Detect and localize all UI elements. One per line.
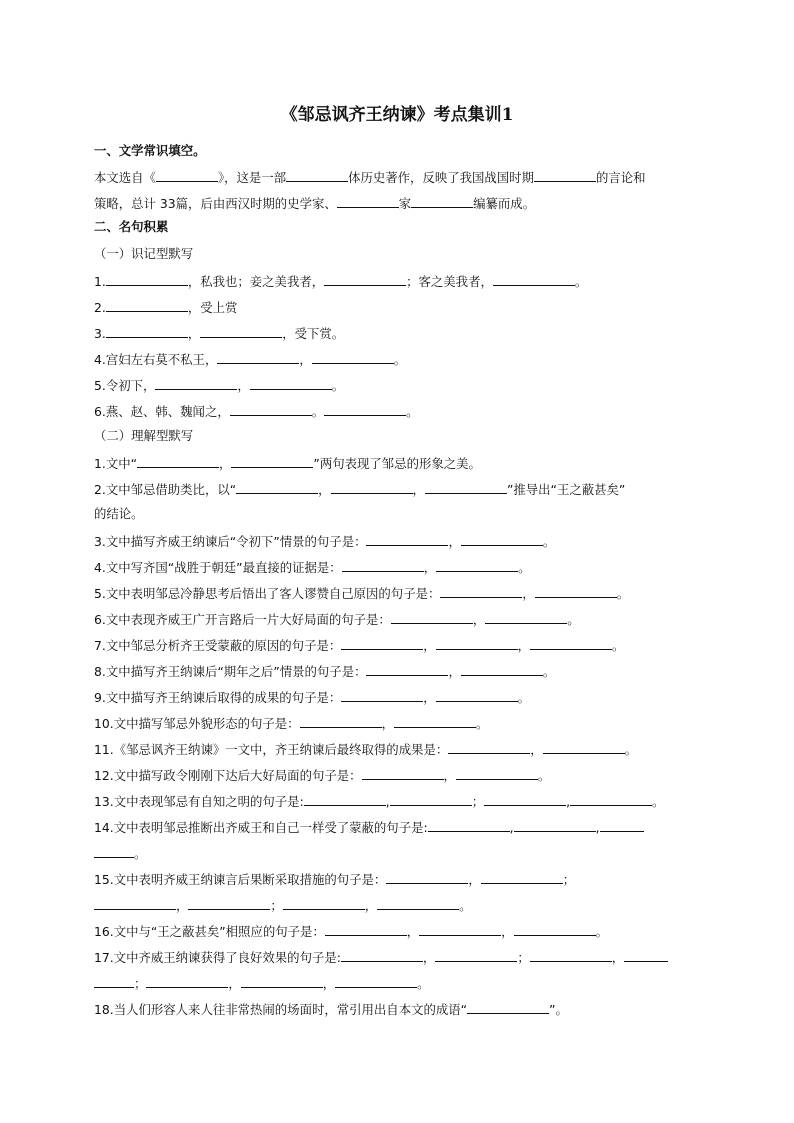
answer-blank[interactable] [570,791,652,806]
answer-blank[interactable] [231,453,313,468]
line-text: ， [381,716,394,731]
line-text: , [566,794,571,809]
line-text: 1.文中“ [94,456,138,471]
worksheet-line [94,193,535,213]
answer-blank[interactable] [341,947,423,962]
worksheet-line [94,401,419,421]
line-text: 体历史著作，反映了我国战国时期 [348,170,534,185]
answer-blank[interactable] [146,973,228,988]
worksheet-line [94,375,344,395]
answer-blank[interactable] [436,635,518,650]
line-text: 。 [542,534,556,549]
line-text: ； [471,794,485,809]
worksheet-line [94,843,146,863]
answer-blank[interactable] [461,531,543,546]
line-text: 14.文中表明邹忌推断出齐威王和自己一样受了蒙蔽的句子是: [94,820,428,835]
answer-blank[interactable] [435,947,517,962]
answer-blank[interactable] [156,167,218,182]
line-text: ， [176,898,189,913]
worksheet-line [94,531,555,551]
line-text: ； [562,872,576,887]
line-text: 5.令初下， [94,378,156,393]
answer-blank[interactable] [461,661,543,676]
line-text: ， [423,560,437,575]
line-text: ；客之美我者， [406,274,493,289]
line-text: 。 [624,742,638,757]
line-text: 4.宫妇左右莫不私王， [94,352,218,367]
answer-blank[interactable] [366,531,448,546]
line-text: ， [423,638,436,653]
line-text: 13.文中表现邹忌有自知之明的句子是: [94,794,304,809]
line-text: ， [364,898,378,913]
answer-blank[interactable] [106,297,188,312]
worksheet-line [94,817,644,837]
line-text: （二）理解型默写 [94,428,194,443]
answer-blank[interactable] [624,947,668,962]
answer-blank[interactable] [530,947,612,962]
line-text: 。 [652,794,665,809]
line-text: ， [611,950,625,965]
answer-blank[interactable] [155,375,237,390]
answer-blank[interactable] [331,479,413,494]
line-text: ， [412,482,425,497]
line-text: , [595,820,600,835]
worksheet-line [94,921,608,941]
answer-blank[interactable] [324,271,406,286]
answer-blank[interactable] [530,635,612,650]
line-text: 3. [94,326,106,341]
line-text: 本文选自《 [94,170,156,185]
worksheet-line [94,635,624,655]
worksheet-line [94,167,646,187]
line-text: ， [522,586,535,601]
answer-blank[interactable] [188,895,270,910]
answer-blank[interactable] [485,609,567,624]
line-text: ， [468,872,481,887]
line-text: , [509,820,514,835]
line-text: , [385,794,390,809]
answer-blank[interactable] [341,687,423,702]
answer-blank[interactable] [514,921,596,936]
worksheet-line [94,687,530,707]
answer-blank[interactable] [241,973,323,988]
line-text: ，受上赏 [187,300,238,315]
worksheet-line [94,583,629,603]
line-text: ， [501,924,514,939]
answer-blank[interactable] [456,765,538,780]
line-text: 6.文中表现齐威王广开言路后一片大好局面的句子是： [94,612,391,627]
line-text: 8.文中描写齐王纳谏后“期年之后”情景的句子是： [94,664,367,679]
answer-blank[interactable] [230,401,312,416]
answer-blank[interactable] [137,453,219,468]
line-text: 。 [459,898,472,913]
line-text: 家 [398,196,412,211]
line-text: 编纂而成。 [473,196,536,211]
worksheet-title: 《邹忌讽齐王纳谏》考点集训1 [280,105,514,125]
line-text: 。 [542,664,556,679]
line-text: 5.文中表明邹忌冷静思考后悟出了客人谬赞自己原因的句子是： [94,586,441,601]
line-text: 。 [567,612,580,627]
answer-blank[interactable] [391,609,473,624]
answer-blank[interactable] [377,895,459,910]
line-text: 策略，总计 33篇，后由西汉时期的史学家、 [94,196,337,211]
answer-blank[interactable] [236,479,318,494]
answer-blank[interactable] [200,323,282,338]
answer-blank[interactable] [366,661,448,676]
answer-blank[interactable] [304,791,386,806]
line-text: 11.《邹忌讽齐王纳谏》一文中，齐王纳谏后最终取得的成果是： [94,742,449,757]
line-text: 6.燕、赵、韩、魏闻之， [94,404,230,419]
worksheet-line [94,661,555,681]
answer-blank[interactable] [484,791,566,806]
line-text: ， [299,352,312,367]
worksheet-line [94,947,668,967]
line-text: ； [134,976,147,991]
line-text: （一）识记型默写 [94,246,194,261]
answer-blank[interactable] [481,869,563,884]
worksheet-line [94,739,637,759]
line-text: 。 [311,404,325,419]
answer-blank[interactable] [534,167,596,182]
line-text: 。 [393,352,407,367]
line-text: ， [448,534,461,549]
line-text: 2.文中邹忌借助类比，以“ [94,482,237,497]
answer-blank[interactable] [106,323,188,338]
worksheet-line [94,453,481,473]
line-text: ， [517,638,531,653]
answer-blank[interactable] [411,193,473,208]
line-text: ”两句表现了邹忌的形象之美。 [313,456,481,471]
line-text: ； [270,898,283,913]
worksheet-line [94,999,568,1019]
worksheet-line [94,218,168,236]
line-text: ”。 [549,1002,568,1017]
line-text: 一、文学常识填空。 [94,143,206,158]
line-text: ， [228,976,241,991]
answer-blank[interactable] [390,791,472,806]
worksheet-line [94,765,550,785]
line-text: ， [237,378,250,393]
answer-blank[interactable] [394,713,476,728]
answer-blank[interactable] [600,817,644,832]
worksheet-line [94,297,237,317]
worksheet-line [94,245,193,263]
line-text: 。 [595,924,608,939]
line-text: 7.文中邹忌分析齐王受蒙蔽的原因的句子是： [94,638,342,653]
answer-blank[interactable] [543,739,625,754]
answer-blank[interactable] [283,895,365,910]
answer-blank[interactable] [467,999,549,1014]
worksheet-line [94,713,488,733]
line-text: ，私我也；妾之美我者， [187,274,325,289]
line-text: ， [406,924,420,939]
line-text: 。 [616,586,630,601]
line-text: ， [472,612,486,627]
answer-blank[interactable] [94,973,134,988]
worksheet-line [94,973,430,993]
line-text: 15.文中表明齐威王纳谏言后果断采取措施的句子是： [94,872,387,887]
line-text: ， [530,742,543,757]
answer-blank[interactable] [106,271,188,286]
line-text: ， [187,326,201,341]
answer-blank[interactable] [386,869,468,884]
line-text: 17.文中齐威王纳谏获得了良好效果的句子是: [94,950,341,965]
answer-blank[interactable] [94,843,134,858]
line-text: 。 [331,378,345,393]
worksheet-line [94,869,575,889]
answer-blank[interactable] [342,557,424,572]
line-text: ， [443,768,456,783]
worksheet-line [94,271,587,291]
worksheet-line [94,557,530,577]
line-text: 的言论和 [595,170,646,185]
line-text: ， [318,482,331,497]
line-text: 。 [134,846,147,861]
line-text: ，受下赏。 [282,326,345,341]
line-text: 的结论。 [94,506,144,521]
answer-blank[interactable] [436,557,518,572]
worksheet-line [94,349,406,369]
answer-blank[interactable] [217,349,299,364]
line-text: 。 [518,560,531,575]
line-text: 1. [94,274,106,289]
line-text: ， [219,456,232,471]
answer-blank[interactable] [436,687,518,702]
line-text: ， [322,976,336,991]
line-text: ， [422,950,436,965]
line-text: 。 [537,768,551,783]
worksheet-line [94,791,664,811]
answer-blank[interactable] [324,401,406,416]
answer-blank[interactable] [94,895,176,910]
answer-blank[interactable] [337,193,399,208]
line-text: 3.文中描写齐威王纳谏后“令初下”情景的句子是： [94,534,367,549]
answer-blank[interactable] [535,583,617,598]
answer-blank[interactable] [493,271,575,286]
line-text: ， [448,664,461,679]
line-text: 》，这是一部 [217,170,287,185]
line-text: 。 [475,716,489,731]
answer-blank[interactable] [362,765,444,780]
worksheet-line [94,895,472,915]
worksheet-line [94,323,344,343]
line-text: 16.文中与“王之蔽甚矣”相照应的句子是： [94,924,325,939]
line-text: 18.当人们形容人来人往非常热闹的场面时，常引用出自本文的成语“ [94,1002,468,1017]
line-text: 9.文中描写齐王纳谏后取得的成果的句子是： [94,690,342,705]
answer-blank[interactable] [312,349,394,364]
line-text: 二、名句积累 [94,219,169,234]
worksheet-line [94,427,193,445]
line-text: ， [423,690,436,705]
answer-blank[interactable] [448,739,530,754]
line-text: ”推导出“王之蔽甚矣” [506,482,626,497]
answer-blank[interactable] [250,375,332,390]
answer-blank[interactable] [335,973,417,988]
answer-blank[interactable] [300,713,382,728]
worksheet-line [94,609,580,629]
worksheet-line [94,505,144,523]
answer-blank[interactable] [419,921,501,936]
answer-blank[interactable] [514,817,596,832]
answer-blank[interactable] [341,635,423,650]
worksheet-line [94,142,206,160]
line-text: 4.文中写齐国“战胜于朝廷”最直接的证据是： [94,560,342,575]
line-text: 。 [574,274,588,289]
line-text: 。 [517,690,531,705]
line-text: 10.文中描写邹忌外貌形态的句子是： [94,716,300,731]
line-text: 2. [94,300,106,315]
line-text: 12.文中描写政令刚刚下达后大好局面的句子是： [94,768,362,783]
answer-blank[interactable] [325,921,407,936]
line-text: ； [517,950,530,965]
worksheet-line [94,479,625,499]
line-text: 。 [417,976,430,991]
answer-blank[interactable] [440,583,522,598]
line-text: 。 [406,404,419,419]
answer-blank[interactable] [425,479,507,494]
answer-blank[interactable] [286,167,348,182]
answer-blank[interactable] [428,817,510,832]
line-text: 。 [612,638,625,653]
